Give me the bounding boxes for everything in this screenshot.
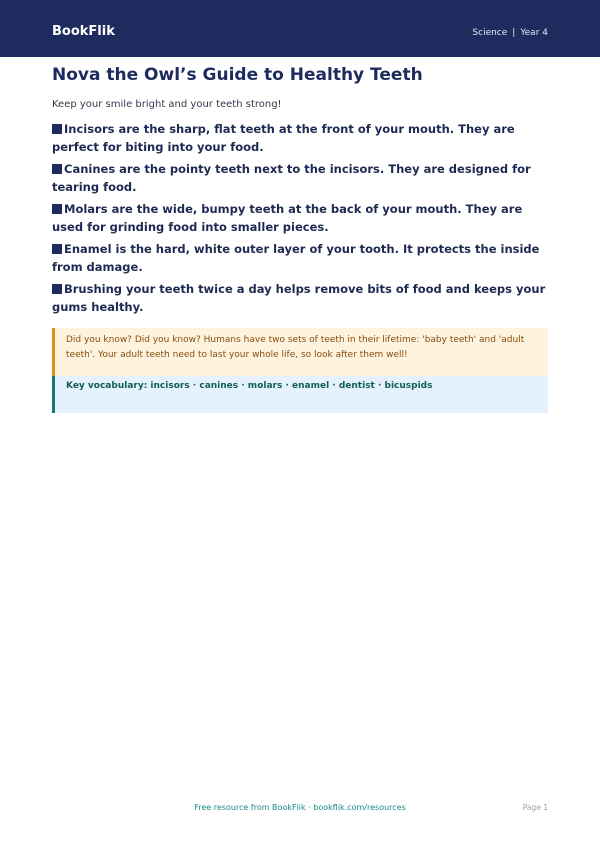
fact-item-brushing <box>52 280 548 316</box>
square-bullet-icon <box>52 164 62 174</box>
page-title: Nova the Owl’s Guide to Healthy Teeth <box>52 65 423 85</box>
fact-text: Brushing your teeth twice a day helps remove bits of food and keeps your gums healthy. <box>52 282 546 314</box>
fact-item-incisors <box>52 120 548 156</box>
header-meta <box>472 28 548 38</box>
vocabulary-text: Key vocabulary: incisors · canines · molars · enamel · dentist · bicuspids <box>66 381 433 391</box>
footer-link[interactable]: Free resource from BookFlik · bookflik.com/resources <box>194 803 406 812</box>
square-bullet-icon <box>52 284 62 294</box>
fact-item-molars <box>52 200 548 236</box>
square-bullet-icon <box>52 244 62 254</box>
fact-text: Canines are the pointy teeth next to the incisors. They are designed for tearing food. <box>52 162 531 194</box>
square-bullet-icon <box>52 204 62 214</box>
meta-separator: | <box>512 28 516 38</box>
fact-item-canines <box>52 160 548 196</box>
square-bullet-icon <box>52 124 62 134</box>
fact-text: Incisors are the sharp, flat teeth at the front of your mouth. They are perfect for biting into your food. <box>52 122 515 154</box>
year-label: Year 4 <box>520 28 548 38</box>
fact-text: Enamel is the hard, white outer layer of your tooth. It protects the inside from damage. <box>52 242 540 274</box>
callout-text: Did you know? Did you know? Humans have two sets of teeth in their lifetime: 'baby teeth' and 'adult teeth'. Your adult teeth need to last your whole life, so look after them well! <box>66 335 525 360</box>
facts-list <box>52 120 548 320</box>
page-subtitle: Keep your smile bright and your teeth strong! <box>52 99 282 110</box>
subject-label: Science <box>472 28 508 38</box>
fact-text: Molars are the wide, bumpy teeth at the back of your mouth. They are used for grinding food into smaller pieces. <box>52 202 523 234</box>
brand-logo[interactable]: BookFlik <box>52 24 115 39</box>
page-number: Page 1 <box>522 803 548 812</box>
header-bar <box>0 0 600 57</box>
did-you-know-callout <box>52 328 548 376</box>
fact-item-enamel <box>52 240 548 276</box>
vocabulary-box <box>52 376 548 413</box>
